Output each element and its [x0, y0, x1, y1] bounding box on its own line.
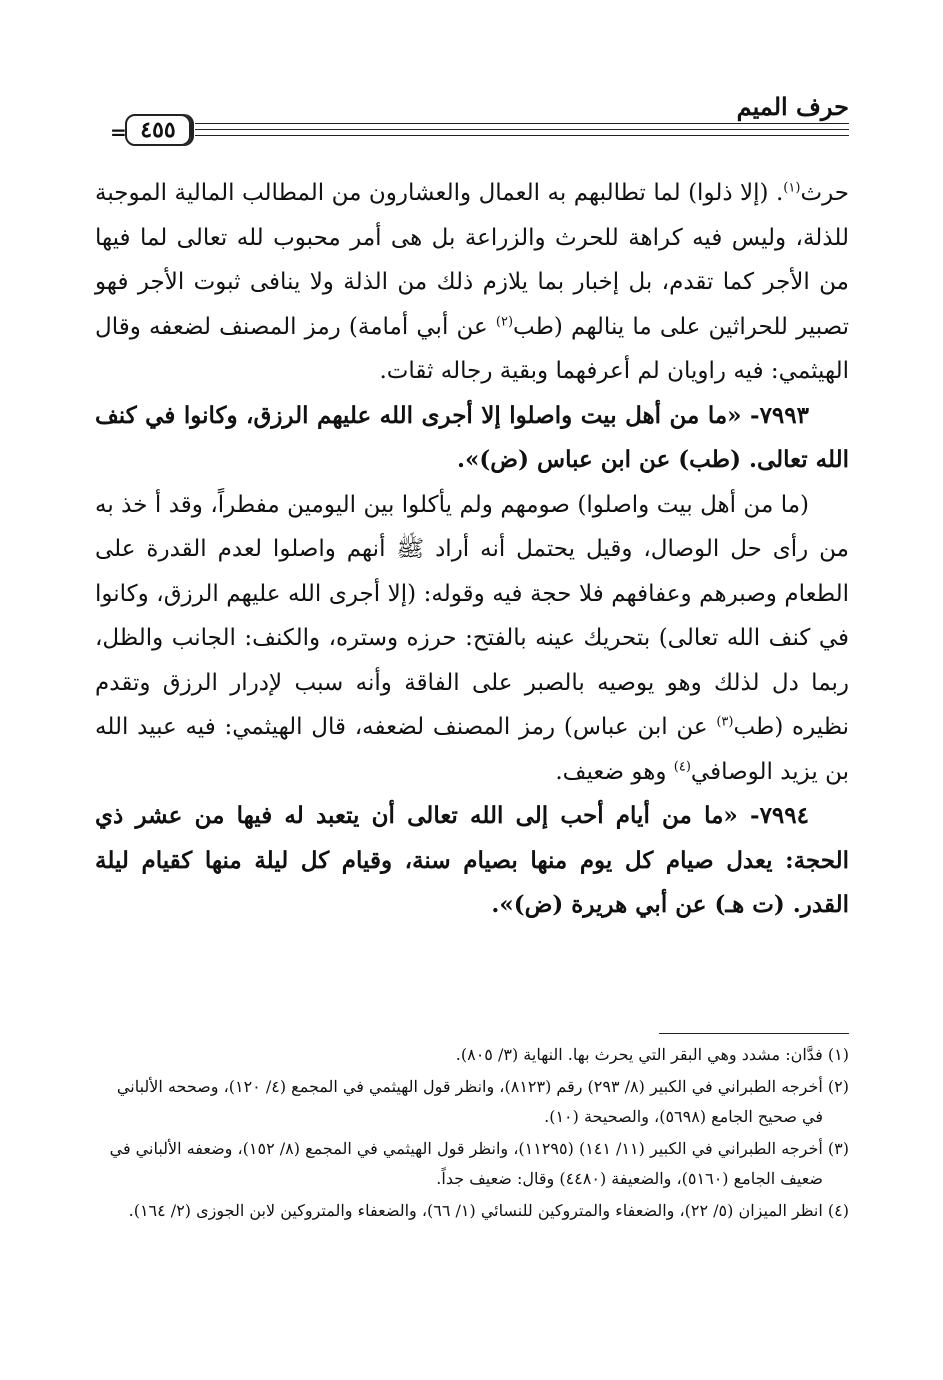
commentary-paragraph: حرث$^{(١)}$. (إلا ذلوا) لما تطالبهم به العمال والعشارون من المطالب المالية الموجبة للذلة، وليس فيه كراهة للحرث والزراعة بل هى أمر محبوب لله تعالى لما فيها من الأجر كما تقدم، بل إخبار بما يلازم ذلك من الذلة ولا ينافى ثبوت الأجر فهو تصبير للحراثين على ما ينالهم (طب$^{(٢)}$ عن أبي أمامة) رمز المصنف لضعفه وقال الهيثمي: فيه راويان لم أعرفهما وبقية رجاله ثقات.: [95, 180, 850, 384]
hadith-7993: ٧٩٩٣- «ما من أهل بيت واصلوا إلا أجرى الله عليهم الرزق، وكانوا في كنف الله تعالى. (طب) عن ابن عباس (ض)».: [95, 401, 849, 473]
page-number: ٤٥٥: [125, 114, 191, 146]
header-rule: [195, 123, 849, 124]
chapter-title: حرف الميم: [736, 92, 849, 121]
footnote-ref[interactable]: (١): [783, 180, 801, 196]
footnote-separator: [659, 1033, 849, 1034]
hadith-7994: ٧٩٩٤- «ما من أيام أحب إلى الله تعالى أن يتعبد له فيها من عشر ذي الحجة: يعدل صيام كل يوم منها بصيام سنة، وقيام كل ليلة منها كقيام ليلة القدر. (ت هـ) عن أبي هريرة (ض)».: [95, 802, 849, 918]
footnote-4: (٤) انظر الميزان (٥/ ٢٢)، والضعفاء والمتروكين للنسائي (١/ ٦٦)، والضعفاء والمتروكين لابن الجوزى (٢/ ١٦٤).: [128, 1201, 849, 1220]
header-rule: [195, 129, 849, 130]
footnote-ref[interactable]: (٣): [716, 714, 734, 730]
footnote-ref[interactable]: (٢): [495, 313, 514, 329]
page-number-ornament: =: [110, 120, 127, 144]
footnote-2: (٢) أخرجه الطبراني في الكبير (٨/ ٢٩٣) رقم (٨١٢٣)، وانظر قول الهيثمي في المجمع (٤/ ١٢٠)، وصححه الألباني في صحيح الجامع (٥٦٩٨)، والصحيحة (١٠).: [116, 1077, 849, 1126]
footnote-3: (٣) أخرجه الطبراني في الكبير (١١/ ١٤١) (١١٢٩٥)، وانظر قول الهيثمي في المجمع (٨/ ١٥٢)، وضعفه الألباني في ضعيف الجامع (٥١٦٠)، والضعيفة (٤٤٨٠) وقال: ضعيف جداً.: [109, 1139, 849, 1188]
footnote-ref[interactable]: (٤): [673, 758, 691, 774]
footnote-1: (١) فدَّان: مشدد وهي البقر التي يحرث بها. النهاية (٣/ ٨٠٥).: [455, 1045, 849, 1064]
main-text: [95, 171, 849, 928]
commentary-paragraph: (ما من أهل بيت واصلوا) صومهم ولم يأكلوا بين اليومين مفطراً، وقد أ خذ به من رأى حل الوصال، وقيل يحتمل أنه أراد ﷺ أنهم واصلوا لعدم القدرة على الطعام وصبرهم وعفافهم فلا حجة فيه وقوله: (إلا أجرى الله عليهم الرزق، وكانوا في كنف الله تعالى) بتحريك عينه بالفتح: حرزه وستره، والكنف: الجانب والظل، ربما دل لذلك وهو يوصيه بالصبر على الفاقة وأنه سبب لإدرار الرزق وتقدم نظيره (طب$^{(٣)}$ عن ابن عباس) رمز المصنف لضعفه، قال الهيثمي: فيه عبيد الله بن يزيد الوصافي$^{(٤)}$ وهو ضعيف.: [95, 491, 850, 785]
header-rule: [195, 135, 849, 136]
footnotes: [95, 1040, 849, 1228]
